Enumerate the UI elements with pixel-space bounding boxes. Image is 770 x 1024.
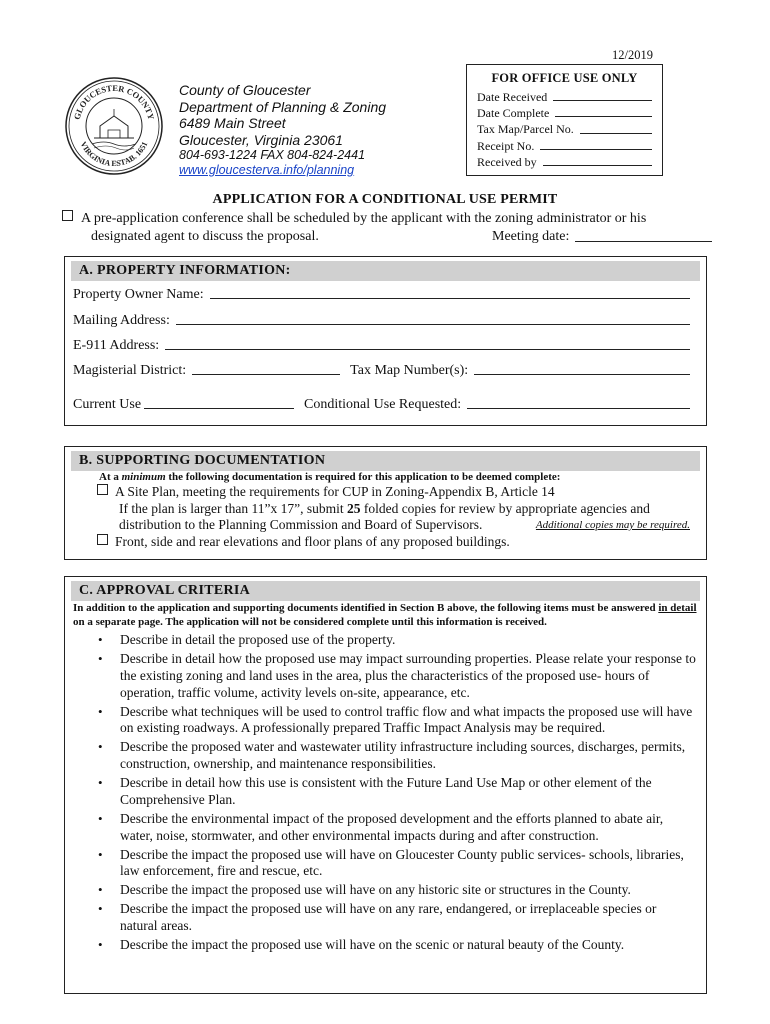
additional-copies-note: Additional copies may be required. <box>535 519 690 531</box>
list-item: • Describe the impact the proposed use will have on any rare, endangered, or irreplaceable species or natural areas. <box>120 901 696 935</box>
section-b-subheading: At a minimum the following documentation is required for this application to be deemed complete: <box>99 471 561 483</box>
magisterial-district-field[interactable] <box>192 363 340 375</box>
list-item: • Describe the impact the proposed use will have on Gloucester County public services- schools, libraries, law enforcement, fire and rescue, etc. <box>120 847 696 881</box>
tax-map-field[interactable] <box>474 363 690 375</box>
tax-map-label: Tax Map Number(s): <box>350 363 469 378</box>
city-state-zip: Gloucester, Virginia 23061 <box>179 131 343 148</box>
site-plan-checkbox[interactable] <box>97 484 108 495</box>
elevations-checkbox[interactable] <box>97 534 108 545</box>
preapp-text-line2: designated agent to discuss the proposal. <box>91 229 319 244</box>
section-supporting-documentation <box>64 446 707 560</box>
mailing-address-field[interactable] <box>176 313 690 325</box>
site-plan-copies-line: If the plan is larger than 11”x 17”, submit 25 folded copies for review by appropriate agencies and <box>119 500 650 516</box>
meeting-date-field[interactable] <box>575 228 712 242</box>
preapplication-notice <box>62 210 712 246</box>
current-use-label: Current Use <box>73 397 142 412</box>
office-field-received-by: Received by <box>477 154 652 170</box>
office-field-date-complete: Date Complete <box>477 105 652 121</box>
office-field-date-received: Date Received <box>477 89 652 105</box>
county-name: County of Gloucester <box>179 82 311 98</box>
list-item: • Describe the impact the proposed use will have on the scenic or natural beauty of the County. <box>120 937 696 954</box>
preapp-checkbox[interactable] <box>62 210 73 221</box>
preapp-text-line1: A pre-application conference shall be scheduled by the applicant with the zoning administrator or his <box>81 211 647 226</box>
magisterial-district-label: Magisterial District: <box>73 363 187 378</box>
department-name: Department of Planning & Zoning <box>179 98 387 115</box>
section-c-header: C. APPROVAL CRITERIA <box>71 581 700 601</box>
conditional-use-field[interactable] <box>467 397 690 409</box>
office-field-receipt-no: Receipt No. <box>477 138 652 154</box>
owner-name-row <box>73 287 690 303</box>
office-use-header: FOR OFFICE USE ONLY <box>491 71 638 85</box>
revision-date: 12/2019 <box>612 48 653 62</box>
form-title: APPLICATION FOR A CONDITIONAL USE PERMIT <box>212 192 558 207</box>
section-property-information <box>64 256 707 426</box>
list-item: • Describe in detail how this use is consistent with the Future Land Use Map or other element of the Comprehensive Plan. <box>120 775 696 809</box>
phone-fax: 804-693-1224 FAX 804-824-2441 <box>179 148 366 162</box>
section-approval-criteria <box>64 576 707 994</box>
owner-name-field[interactable] <box>210 287 690 299</box>
department-contact-block <box>179 82 386 178</box>
list-item: • Describe the impact the proposed use will have on any historic site or structures in the County. <box>120 882 696 899</box>
street-address: 6489 Main Street <box>179 115 286 131</box>
current-use-field[interactable] <box>144 397 294 409</box>
e911-address-field[interactable] <box>165 338 690 350</box>
meeting-date-label: Meeting date: <box>492 229 570 244</box>
list-item: • Describe the proposed water and wastewater utility infrastructure including sources, discharges, permits, construction, ownership, and maintenance responsibilities. <box>120 739 696 773</box>
mailing-address-label: Mailing Address: <box>73 313 170 328</box>
seal-text-bottom: VIRGINIA ESTAB. 1651 <box>78 140 150 169</box>
website-link[interactable]: www.gloucesterva.info/planning <box>179 163 355 177</box>
list-item: • Describe what techniques will be used to control traffic flow and what impacts the proposed use will have on existing roadways. A professionally prepared Traffic Impact Analysis may be required. <box>120 704 696 738</box>
county-seal-icon <box>64 76 164 176</box>
list-item: • Describe in detail how the proposed use may impact surrounding properties. Please relate your response to the existing zoning and land uses in the area, plus the characteristics of the proposed use- hours of operation, traffic volume, activity levels on-site, appearance, etc. <box>120 651 696 701</box>
office-field-tax-map: Tax Map/Parcel No. <box>477 121 652 137</box>
mailing-address-row <box>73 313 690 329</box>
owner-name-label: Property Owner Name: <box>73 287 204 302</box>
section-b-header: B. SUPPORTING DOCUMENTATION <box>71 451 700 471</box>
site-plan-item: A Site Plan, meeting the requirements for CUP in Zoning-Appendix B, Article 14 <box>65 484 706 501</box>
conditional-use-label: Conditional Use Requested: <box>304 397 462 412</box>
site-plan-distribution-line: distribution to the Planning Commission and Board of Supervisors. Additional copies may be required. <box>119 517 690 532</box>
section-c-intro: In addition to the application and supporting documents identified in Section B above, the following items must be answered in detail on a separate page. The application will not be considered complete until this information is received. <box>73 602 697 628</box>
e911-address-label: E-911 Address: <box>73 338 160 353</box>
list-item: • Describe in detail the proposed use of the property. <box>120 632 696 649</box>
section-a-header: A. PROPERTY INFORMATION: <box>71 261 700 281</box>
use-row <box>73 397 690 413</box>
office-use-box <box>466 64 663 176</box>
e911-address-row <box>73 338 690 354</box>
elevations-item: Front, side and rear elevations and floor plans of any proposed buildings. <box>65 534 706 551</box>
list-item: • Describe the environmental impact of the proposed development and the efforts planned to abate air, water, noise, stormwater, and other environmental impacts during and after construction. <box>120 811 696 845</box>
criteria-list <box>65 632 706 954</box>
district-taxmap-row <box>73 363 690 379</box>
seal-text-top: GLOUCESTER COUNTY <box>71 82 157 121</box>
